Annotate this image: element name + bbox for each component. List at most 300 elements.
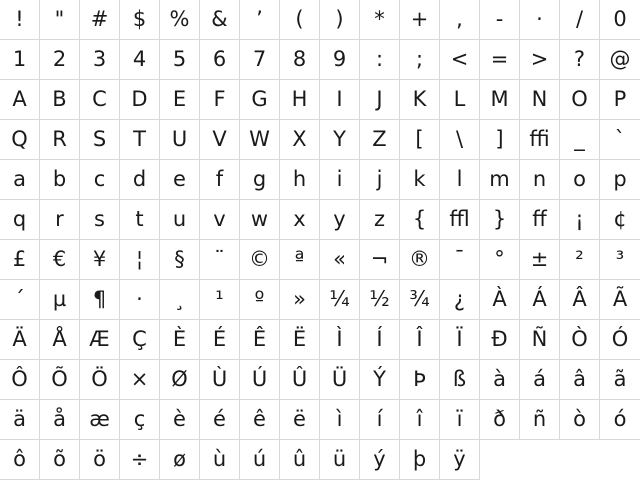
glyph-cell[interactable] (440, 280, 480, 320)
glyph-cell[interactable] (160, 0, 200, 40)
glyph-cell[interactable] (520, 280, 560, 320)
glyph-character: ´ (14, 287, 25, 311)
glyph-character: N (531, 87, 548, 111)
glyph-cell[interactable] (0, 400, 40, 440)
glyph-character: § (174, 247, 185, 271)
glyph-cell[interactable] (240, 440, 280, 480)
glyph-character: À (492, 287, 507, 311)
glyph-cell[interactable] (600, 200, 640, 240)
glyph-cell[interactable] (360, 40, 400, 80)
glyph-cell[interactable] (520, 360, 560, 400)
glyph-cell[interactable] (200, 240, 240, 280)
glyph-cell[interactable] (280, 320, 320, 360)
glyph-character: G (251, 87, 268, 111)
glyph-character: S (92, 127, 107, 151)
glyph-cell[interactable] (600, 0, 640, 40)
glyph-character: O (571, 87, 588, 111)
glyph-cell[interactable] (440, 320, 480, 360)
glyph-cell[interactable] (160, 200, 200, 240)
glyph-cell[interactable] (40, 240, 80, 280)
glyph-character: £ (12, 247, 27, 271)
glyph-character: ffl (449, 207, 470, 231)
glyph-character: m (489, 167, 510, 191)
glyph-cell[interactable] (200, 160, 240, 200)
glyph-cell[interactable] (320, 440, 360, 480)
glyph-character: B (52, 87, 67, 111)
glyph-cell[interactable] (0, 440, 40, 480)
glyph-cell[interactable] (240, 80, 280, 120)
glyph-cell[interactable] (240, 160, 280, 200)
glyph-character: Â (572, 287, 587, 311)
glyph-character: } (492, 207, 507, 231)
glyph-cell[interactable] (400, 240, 440, 280)
glyph-character: 5 (172, 47, 187, 71)
glyph-cell[interactable] (280, 280, 320, 320)
glyph-character: L (453, 87, 466, 111)
glyph-cell[interactable] (320, 0, 360, 40)
glyph-character: ¼ (329, 287, 350, 311)
glyph-character: º (254, 287, 265, 311)
glyph-cell[interactable] (320, 240, 360, 280)
glyph-cell[interactable] (400, 120, 440, 160)
glyph-cell[interactable] (0, 360, 40, 400)
glyph-character: / (575, 7, 584, 31)
glyph-cell[interactable] (160, 320, 200, 360)
glyph-cell[interactable] (120, 400, 160, 440)
glyph-character: ff (532, 207, 547, 231)
glyph-character: ² (575, 247, 584, 271)
glyph-cell[interactable] (280, 400, 320, 440)
glyph-cell[interactable] (160, 160, 200, 200)
glyph-cell[interactable] (440, 80, 480, 120)
glyph-character: è (173, 407, 186, 431)
glyph-cell[interactable] (400, 400, 440, 440)
glyph-character: Ç (132, 327, 147, 351)
glyph-character: : (375, 47, 384, 71)
glyph-character: ¾ (409, 287, 430, 311)
glyph-cell[interactable] (120, 240, 160, 280)
glyph-character: ¢ (613, 207, 627, 231)
glyph-cell[interactable] (320, 200, 360, 240)
glyph-cell[interactable] (280, 160, 320, 200)
glyph-character: + (410, 7, 429, 31)
glyph-character: 0 (613, 7, 627, 31)
glyph-cell[interactable] (40, 440, 80, 480)
glyph-character: ¯ (454, 247, 465, 271)
glyph-character: ê (253, 407, 266, 431)
glyph-cell[interactable] (40, 360, 80, 400)
glyph-character: ç (133, 407, 146, 431)
glyph-character: » (293, 287, 306, 311)
glyph-cell[interactable] (0, 280, 40, 320)
glyph-character: 7 (252, 47, 267, 71)
glyph-character: < (450, 47, 469, 71)
glyph-cell[interactable] (80, 40, 120, 80)
glyph-character: u (172, 207, 187, 231)
glyph-cell[interactable] (400, 40, 440, 80)
glyph-cell[interactable] (520, 320, 560, 360)
glyph-cell[interactable] (320, 360, 360, 400)
glyph-character: © (249, 247, 270, 271)
glyph-cell[interactable] (560, 240, 600, 280)
glyph-cell[interactable] (0, 0, 40, 40)
glyph-character: ã (613, 367, 627, 391)
glyph-character: ] (495, 127, 504, 151)
glyph-cell[interactable] (560, 80, 600, 120)
glyph-cell[interactable] (600, 80, 640, 120)
glyph-character: W (249, 127, 270, 151)
glyph-character: C (92, 87, 107, 111)
glyph-cell[interactable] (320, 280, 360, 320)
glyph-cell[interactable] (360, 80, 400, 120)
glyph-cell[interactable] (560, 120, 600, 160)
glyph-character: q (12, 207, 27, 231)
glyph-cell[interactable] (80, 200, 120, 240)
glyph-character: Ñ (531, 327, 548, 351)
glyph-cell[interactable] (160, 40, 200, 80)
glyph-cell[interactable] (200, 200, 240, 240)
glyph-cell[interactable] (560, 320, 600, 360)
glyph-character: Î (416, 327, 423, 351)
glyph-cell[interactable] (360, 200, 400, 240)
glyph-character: ( (295, 7, 304, 31)
glyph-cell[interactable] (40, 320, 80, 360)
glyph-cell[interactable] (160, 280, 200, 320)
glyph-character: y (333, 207, 346, 231)
glyph-character: x (293, 207, 306, 231)
glyph-cell[interactable] (320, 400, 360, 440)
glyph-cell[interactable] (40, 40, 80, 80)
glyph-cell[interactable] (560, 200, 600, 240)
glyph-character: ` (614, 127, 626, 151)
glyph-cell[interactable] (440, 400, 480, 440)
glyph-cell[interactable] (600, 240, 640, 280)
glyph-cell[interactable] (440, 40, 480, 80)
glyph-cell[interactable] (120, 320, 160, 360)
glyph-cell[interactable] (600, 400, 640, 440)
glyph-cell[interactable] (520, 40, 560, 80)
glyph-cell[interactable] (80, 360, 120, 400)
glyph-cell[interactable] (360, 160, 400, 200)
glyph-cell[interactable] (280, 40, 320, 80)
glyph-character: V (212, 127, 227, 151)
glyph-cell[interactable] (560, 0, 600, 40)
glyph-cell[interactable] (480, 200, 520, 240)
glyph-cell[interactable] (280, 360, 320, 400)
glyph-cell[interactable] (440, 200, 480, 240)
glyph-character: € (52, 247, 67, 271)
glyph-cell[interactable] (400, 440, 440, 480)
glyph-cell[interactable] (480, 320, 520, 360)
glyph-character: M (490, 87, 509, 111)
glyph-cell[interactable] (0, 200, 40, 240)
glyph-character: Ü (331, 367, 348, 391)
glyph-cell[interactable] (200, 320, 240, 360)
glyph-cell[interactable] (80, 400, 120, 440)
glyph-cell[interactable] (320, 80, 360, 120)
glyph-character: · (536, 7, 543, 31)
glyph-cell[interactable] (0, 320, 40, 360)
glyph-cell[interactable] (520, 400, 560, 440)
glyph-cell[interactable] (200, 440, 240, 480)
glyph-character: Ä (12, 327, 27, 351)
glyph-character: 4 (132, 47, 147, 71)
glyph-character: Ã (612, 287, 628, 311)
glyph-cell[interactable] (560, 400, 600, 440)
glyph-cell[interactable] (600, 160, 640, 200)
glyph-character: ú (252, 447, 267, 471)
glyph-cell[interactable] (160, 400, 200, 440)
glyph-character: z (373, 207, 386, 231)
glyph-cell[interactable] (440, 160, 480, 200)
glyph-cell[interactable] (80, 280, 120, 320)
glyph-character: Ï (456, 327, 463, 351)
glyph-cell[interactable] (0, 120, 40, 160)
glyph-cell[interactable] (120, 160, 160, 200)
glyph-cell[interactable] (360, 280, 400, 320)
glyph-cell[interactable] (400, 200, 440, 240)
glyph-cell[interactable] (280, 80, 320, 120)
glyph-cell[interactable] (80, 160, 120, 200)
glyph-cell[interactable] (200, 0, 240, 40)
glyph-cell[interactable] (320, 320, 360, 360)
glyph-cell[interactable] (80, 120, 120, 160)
glyph-cell[interactable] (240, 320, 280, 360)
glyph-cell[interactable] (360, 400, 400, 440)
glyph-cell[interactable] (480, 360, 520, 400)
glyph-cell[interactable] (520, 240, 560, 280)
glyph-cell[interactable] (160, 120, 200, 160)
glyph-cell[interactable] (160, 80, 200, 120)
glyph-character: Ì (336, 327, 343, 351)
glyph-cell[interactable] (600, 280, 640, 320)
glyph-character: É (212, 327, 227, 351)
glyph-character: Ë (292, 327, 307, 351)
glyph-cell[interactable] (480, 40, 520, 80)
glyph-character: ï (456, 407, 463, 431)
glyph-cell[interactable] (240, 360, 280, 400)
glyph-character: A (12, 87, 27, 111)
glyph-cell[interactable] (520, 80, 560, 120)
glyph-character: ¹ (215, 287, 224, 311)
glyph-cell[interactable] (40, 400, 80, 440)
glyph-character: å (53, 407, 66, 431)
glyph-character: Ú (251, 367, 268, 391)
glyph-cell[interactable] (520, 160, 560, 200)
glyph-cell[interactable] (120, 280, 160, 320)
glyph-character: Ê (252, 327, 267, 351)
glyph-character: U (171, 127, 188, 151)
glyph-character: ø (173, 447, 186, 471)
glyph-cell[interactable] (400, 360, 440, 400)
glyph-cell[interactable] (440, 120, 480, 160)
glyph-cell[interactable] (240, 200, 280, 240)
glyph-cell[interactable] (560, 40, 600, 80)
glyph-character: û (292, 447, 307, 471)
glyph-cell[interactable] (360, 360, 400, 400)
glyph-character: " (54, 7, 65, 31)
glyph-cell[interactable] (520, 120, 560, 160)
glyph-character: ÷ (130, 447, 149, 471)
glyph-character: â (573, 367, 586, 391)
glyph-character: 9 (332, 47, 347, 71)
glyph-cell[interactable] (600, 320, 640, 360)
glyph-cell[interactable] (40, 120, 80, 160)
glyph-character: ¬ (370, 247, 389, 271)
glyph-cell[interactable] (0, 240, 40, 280)
glyph-character: a (13, 167, 26, 191)
glyph-cell[interactable] (160, 440, 200, 480)
glyph-cell[interactable] (280, 0, 320, 40)
glyph-cell[interactable] (320, 40, 360, 80)
glyph-cell[interactable] (200, 120, 240, 160)
glyph-cell[interactable] (200, 400, 240, 440)
glyph-cell[interactable] (400, 0, 440, 40)
glyph-character: Z (372, 127, 387, 151)
glyph-cell[interactable] (40, 160, 80, 200)
glyph-cell[interactable] (200, 360, 240, 400)
glyph-cell[interactable] (40, 0, 80, 40)
glyph-cell[interactable] (280, 200, 320, 240)
glyph-cell[interactable] (440, 240, 480, 280)
glyph-cell[interactable] (320, 120, 360, 160)
glyph-character: Y (333, 127, 346, 151)
glyph-cell[interactable] (80, 0, 120, 40)
glyph-cell[interactable] (400, 80, 440, 120)
glyph-character: s (94, 207, 105, 231)
glyph-cell[interactable] (0, 80, 40, 120)
glyph-cell[interactable] (480, 400, 520, 440)
glyph-character: o (573, 167, 586, 191)
glyph-character: Å (52, 327, 67, 351)
glyph-cell[interactable] (440, 360, 480, 400)
glyph-cell[interactable] (280, 120, 320, 160)
glyph-cell[interactable] (520, 200, 560, 240)
glyph-cell[interactable] (360, 120, 400, 160)
glyph-character: ¦ (135, 247, 144, 271)
glyph-character: Æ (89, 327, 110, 351)
glyph-character: \ (455, 127, 464, 151)
glyph-character: c (93, 167, 106, 191)
glyph-cell[interactable] (40, 280, 80, 320)
glyph-cell[interactable] (80, 240, 120, 280)
glyph-cell[interactable] (120, 440, 160, 480)
glyph-cell[interactable] (480, 280, 520, 320)
glyph-cell[interactable] (0, 40, 40, 80)
glyph-character: Ô (11, 367, 28, 391)
glyph-character: t (135, 207, 144, 231)
glyph-character: · (136, 287, 143, 311)
glyph-cell[interactable] (120, 200, 160, 240)
glyph-cell[interactable] (120, 40, 160, 80)
glyph-cell[interactable] (200, 40, 240, 80)
glyph-cell[interactable] (360, 240, 400, 280)
glyph-character: ÿ (453, 447, 466, 471)
glyph-character: ë (293, 407, 306, 431)
glyph-cell[interactable] (240, 40, 280, 80)
glyph-character: ± (530, 247, 549, 271)
glyph-cell[interactable] (240, 240, 280, 280)
glyph-cell[interactable] (280, 240, 320, 280)
glyph-cell[interactable] (480, 0, 520, 40)
glyph-cell[interactable] (200, 280, 240, 320)
glyph-cell[interactable] (160, 360, 200, 400)
glyph-cell[interactable] (80, 320, 120, 360)
glyph-character: × (130, 367, 149, 391)
glyph-cell[interactable] (120, 0, 160, 40)
glyph-character: ffi (529, 127, 550, 151)
glyph-cell[interactable] (320, 160, 360, 200)
glyph-cell[interactable] (560, 160, 600, 200)
glyph-character: þ (412, 447, 427, 471)
glyph-cell[interactable] (40, 80, 80, 120)
glyph-cell[interactable] (240, 400, 280, 440)
glyph-cell[interactable] (120, 360, 160, 400)
glyph-cell[interactable] (200, 80, 240, 120)
glyph-cell[interactable] (440, 0, 480, 40)
glyph-character: R (52, 127, 67, 151)
glyph-cell[interactable] (40, 200, 80, 240)
glyph-character: ó (613, 407, 627, 431)
glyph-cell[interactable] (400, 280, 440, 320)
glyph-character: ° (494, 247, 505, 271)
glyph-cell[interactable] (160, 240, 200, 280)
glyph-character: Õ (51, 367, 68, 391)
glyph-cell[interactable] (240, 280, 280, 320)
glyph-cell[interactable] (400, 320, 440, 360)
glyph-cell[interactable] (400, 160, 440, 200)
glyph-cell[interactable] (360, 0, 400, 40)
glyph-cell[interactable] (520, 0, 560, 40)
glyph-cell[interactable] (440, 440, 480, 480)
glyph-cell[interactable] (120, 120, 160, 160)
glyph-character: ! (15, 7, 24, 31)
glyph-character: # (90, 7, 109, 31)
glyph-cell[interactable] (240, 120, 280, 160)
glyph-character: õ (53, 447, 66, 471)
glyph-cell[interactable] (480, 160, 520, 200)
glyph-character: Ð (491, 327, 508, 351)
glyph-cell[interactable] (480, 120, 520, 160)
glyph-character: e (173, 167, 186, 191)
glyph-cell[interactable] (560, 360, 600, 400)
glyph-cell[interactable] (80, 80, 120, 120)
glyph-cell[interactable] (600, 40, 640, 80)
glyph-character: é (213, 407, 226, 431)
glyph-cell[interactable] (600, 120, 640, 160)
glyph-cell[interactable] (480, 80, 520, 120)
glyph-cell[interactable] (0, 160, 40, 200)
glyph-character: r (55, 207, 64, 231)
glyph-cell[interactable] (480, 240, 520, 280)
glyph-cell[interactable] (360, 320, 400, 360)
glyph-character: T (133, 127, 146, 151)
glyph-cell[interactable] (360, 440, 400, 480)
glyph-cell[interactable] (80, 440, 120, 480)
glyph-cell[interactable] (560, 280, 600, 320)
glyph-character: ¨ (214, 247, 225, 271)
glyph-character: F (213, 87, 226, 111)
glyph-cell[interactable] (600, 360, 640, 400)
glyph-cell[interactable] (280, 440, 320, 480)
glyph-character: ñ (532, 407, 547, 431)
glyph-cell[interactable] (240, 0, 280, 40)
glyph-character: d (132, 167, 147, 191)
glyph-cell[interactable] (120, 80, 160, 120)
glyph-character: n (532, 167, 547, 191)
glyph-character: X (292, 127, 307, 151)
glyph-character: È (172, 327, 187, 351)
